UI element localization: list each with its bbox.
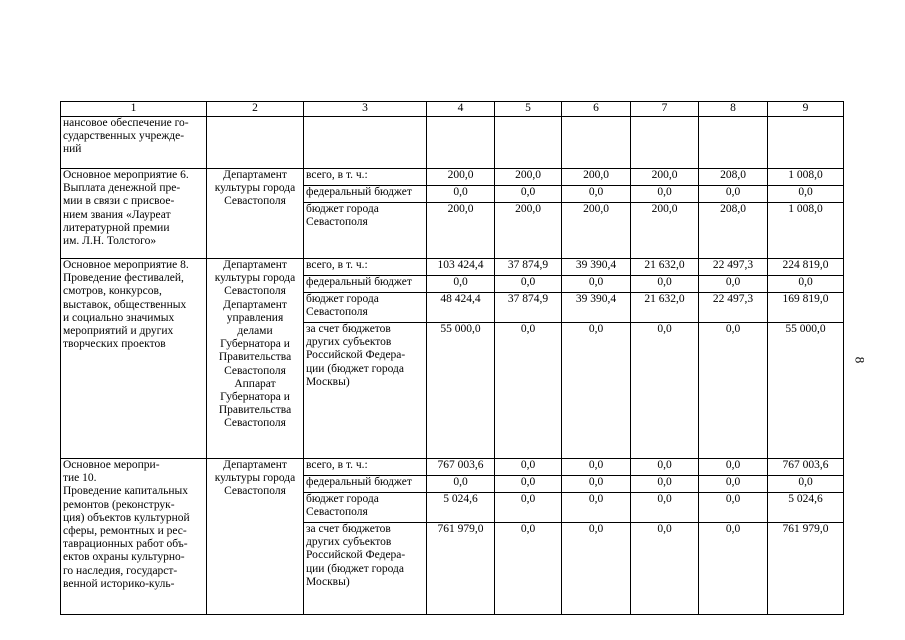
funding-source [304,203,427,259]
funding-source [304,117,427,169]
activity-description [61,117,207,169]
funding-source [304,186,427,203]
activity-description-line: Основное меропри- [63,459,160,471]
amount-cell: 21 632,0 [631,293,699,323]
activity-executor-line: Департамент [223,259,287,271]
activity-executor-line: Правительства [218,404,292,417]
funding-source-line: Севастополя [306,306,368,319]
activity-description-line: Выплата денежной пре- [63,182,181,195]
funding-source-line: бюджет города [306,293,379,305]
activity-description-line: Основное мероприятие 6. [63,169,189,181]
header-cell: 1 [61,102,207,117]
activity-description [61,169,207,259]
funding-source [304,293,427,323]
amount-cell: 0,0 [631,476,699,493]
amount-cell: 224 819,0 [768,259,844,276]
amount-cell [768,117,844,169]
header-cell: 5 [495,102,562,117]
header-cell: 7 [631,102,699,117]
amount-cell: 0,0 [699,323,768,459]
activity-executor [207,169,304,259]
activity-executor-line: Губернатора и [220,338,290,351]
amount-cell: 761 979,0 [768,523,844,615]
amount-cell: 0,0 [631,276,699,293]
amount-cell: 208,0 [699,169,768,186]
header-cell: 8 [699,102,768,117]
amount-cell: 48 424,4 [427,293,495,323]
amount-cell [699,117,768,169]
activity-executor-line: культуры города [214,472,296,485]
amount-cell: 0,0 [699,523,768,615]
funding-source-line: Российской Федера- [306,349,406,362]
funding-source [304,476,427,493]
amount-cell: 21 632,0 [631,259,699,276]
amount-cell: 200,0 [427,203,495,259]
header-cell: 9 [768,102,844,117]
activity-description-line: им. Л.Н. Толстого» [63,235,157,248]
activity-description-line: сударственных учрежде- [63,130,185,143]
funding-source [304,523,427,615]
funding-source-line: за счет бюджетов [306,323,391,335]
amount-cell: 37 874,9 [495,259,562,276]
amount-cell [562,117,631,169]
table-row [61,169,844,186]
amount-cell [427,117,495,169]
amount-cell: 0,0 [562,476,631,493]
header-cell: 4 [427,102,495,117]
amount-cell: 208,0 [699,203,768,259]
amount-cell: 0,0 [495,323,562,459]
activity-executor-line: Аппарат [234,377,276,390]
activity-executor [207,259,304,459]
amount-cell: 0,0 [495,276,562,293]
amount-cell: 0,0 [699,459,768,476]
amount-cell: 5 024,6 [427,493,495,523]
funding-source-line: бюджет города [306,493,379,505]
amount-cell: 0,0 [495,493,562,523]
funding-source-line: всего, в т. ч.: [306,459,368,471]
table-body [61,117,844,615]
funding-source-line: федеральный бюджет [306,476,412,488]
funding-source-line: федеральный бюджет [306,186,412,198]
amount-cell: 0,0 [562,459,631,476]
amount-cell: 0,0 [631,459,699,476]
amount-cell: 200,0 [495,169,562,186]
funding-source-line: Москвы) [306,575,350,588]
activity-description-line: тие 10. [63,472,97,485]
funding-source-line: за счет бюджетов [306,523,391,535]
activity-description-line: ремонтов (реконструк- [63,498,175,511]
amount-cell: 0,0 [699,476,768,493]
amount-cell: 200,0 [427,169,495,186]
activity-description-line: венной историко-куль- [63,577,175,590]
amount-cell: 0,0 [768,276,844,293]
amount-cell: 0,0 [562,523,631,615]
funding-source-line: других субъектов [306,536,392,549]
funding-source-line: Севастополя [306,506,368,519]
activity-executor-line: Правительства [218,351,292,364]
activity-description-line: мии в связи с присвое- [63,195,175,208]
activity-description-line: таврационных работ объ- [63,538,188,551]
activity-description-line: Проведение фестивалей, [63,272,184,285]
funding-source-line: федеральный бюджет [306,276,412,288]
amount-cell: 200,0 [562,169,631,186]
amount-cell: 767 003,6 [768,459,844,476]
amount-cell: 0,0 [427,276,495,293]
amount-cell: 5 024,6 [768,493,844,523]
amount-cell: 37 874,9 [495,293,562,323]
amount-cell: 767 003,6 [427,459,495,476]
amount-cell: 0,0 [768,186,844,203]
funding-source-line: бюджет города [306,203,379,215]
header-cell: 6 [562,102,631,117]
activity-executor-line: делами [237,325,273,338]
amount-cell: 0,0 [427,476,495,493]
amount-cell: 0,0 [699,186,768,203]
activity-description-line: ция) объектов культурной [63,511,190,524]
funding-source-line: ции (бюджет города [306,362,404,375]
header-cell: 2 [207,102,304,117]
amount-cell: 0,0 [562,323,631,459]
activity-description-line: и социально значимых [63,311,175,324]
amount-cell: 39 390,4 [562,259,631,276]
amount-cell: 169 819,0 [768,293,844,323]
funding-source [304,323,427,459]
amount-cell: 0,0 [768,476,844,493]
amount-cell: 39 390,4 [562,293,631,323]
activity-executor-line: Севастополя [224,285,286,298]
amount-cell: 103 424,4 [427,259,495,276]
amount-cell: 0,0 [427,186,495,203]
activity-executor [207,117,304,169]
table-row [61,259,844,276]
funding-source-line: других субъектов [306,336,392,349]
page-number: 8 [852,356,868,364]
activity-description-line: выставок, общественных [63,298,187,311]
activity-description-line: смотров, конкурсов, [63,285,162,298]
funding-source [304,259,427,276]
activity-description-line: сферы, ремонтных и рес- [63,525,187,538]
amount-cell: 200,0 [631,203,699,259]
activity-executor-line: Севастополя [224,417,286,430]
amount-cell: 200,0 [495,203,562,259]
activity-description-line: мероприятий и других [63,325,174,338]
funding-source [304,169,427,186]
amount-cell: 0,0 [562,493,631,523]
amount-cell: 22 497,3 [699,293,768,323]
amount-cell: 761 979,0 [427,523,495,615]
amount-cell: 0,0 [631,186,699,203]
amount-cell: 22 497,3 [699,259,768,276]
funding-source-line: Российской Федера- [306,549,406,562]
activity-description [61,459,207,615]
activity-description-line: Проведение капитальных [63,485,189,498]
amount-cell: 200,0 [631,169,699,186]
activity-executor-line: Департамент [223,298,287,311]
activity-description-line: нием звания «Лауреат [63,208,171,221]
funding-source-line: всего, в т. ч.: [306,169,368,181]
activity-executor-line: культуры города [214,272,296,285]
activity-description-line: Основное мероприятие 8. [63,259,189,271]
activity-executor-line: Департамент [223,169,287,181]
activity-executor-line: Губернатора и [220,391,290,404]
funding-source-line: всего, в т. ч.: [306,259,368,271]
funding-source [304,459,427,476]
activity-executor-line: управления [226,311,284,324]
amount-cell: 0,0 [562,276,631,293]
funding-source-line: Москвы) [306,375,350,388]
amount-cell: 1 008,0 [768,169,844,186]
activity-executor [207,459,304,615]
funding-source [304,493,427,523]
amount-cell: 0,0 [495,459,562,476]
header-cell: 3 [304,102,427,117]
amount-cell: 55 000,0 [427,323,495,459]
activity-executor-line: Департамент [223,459,287,471]
activity-description-line: нансовое обеспечение го- [63,117,189,129]
activity-executor-line: Севастополя [224,364,286,377]
amount-cell: 0,0 [631,323,699,459]
activity-description-line: творческих проектов [63,338,166,351]
activity-description-line: ний [63,143,82,156]
activity-executor-line: Севастополя [224,195,286,208]
funding-source-line: Севастополя [306,216,368,229]
activity-description-line: ектов охраны культурно- [63,551,185,564]
amount-cell: 0,0 [631,493,699,523]
activity-description-line: го наследия, государст- [63,564,178,577]
amount-cell: 0,0 [562,186,631,203]
amount-cell: 0,0 [495,186,562,203]
amount-cell: 200,0 [562,203,631,259]
table-row [61,117,844,169]
budget-table [60,101,844,615]
funding-source [304,276,427,293]
amount-cell: 0,0 [631,523,699,615]
amount-cell: 0,0 [699,493,768,523]
amount-cell [495,117,562,169]
amount-cell [631,117,699,169]
amount-cell: 0,0 [699,276,768,293]
funding-source-line: ции (бюджет города [306,562,404,575]
header-row [61,102,844,117]
amount-cell: 0,0 [495,476,562,493]
activity-executor-line: Севастополя [224,485,286,498]
activity-executor-line: культуры города [214,182,296,195]
amount-cell: 0,0 [495,523,562,615]
amount-cell: 55 000,0 [768,323,844,459]
table-row [61,459,844,476]
activity-description-line: литературной премии [63,221,170,234]
amount-cell: 1 008,0 [768,203,844,259]
activity-description [61,259,207,459]
